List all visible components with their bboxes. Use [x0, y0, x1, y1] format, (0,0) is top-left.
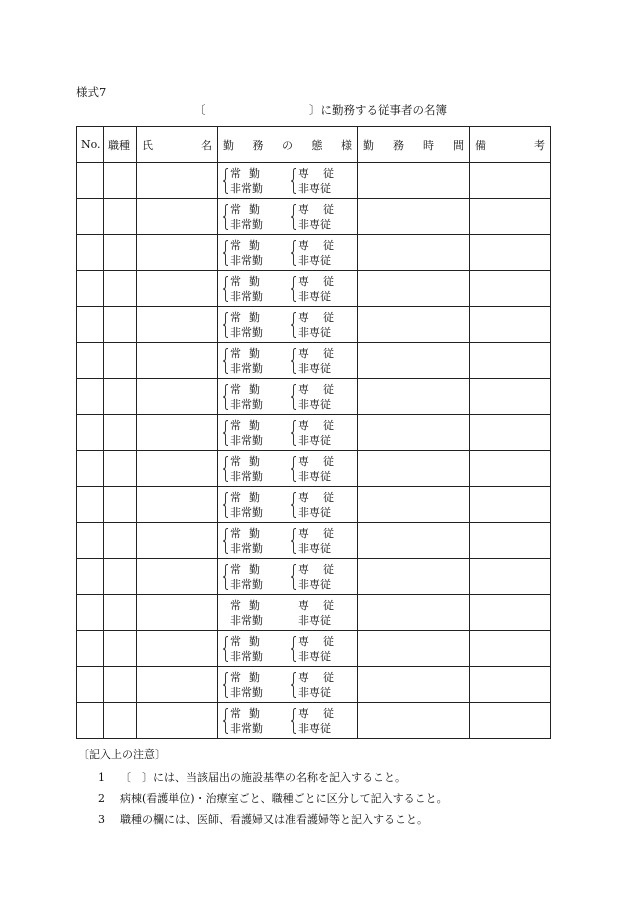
cell-name[interactable] — [137, 703, 218, 739]
header-job-type: 職種 — [104, 127, 137, 163]
option-nondedicated: 非専従 — [298, 470, 331, 483]
option-nondedicated: 非専従 — [298, 506, 331, 519]
option-nondedicated: 非専従 — [298, 218, 331, 231]
cell-work-hours[interactable] — [358, 163, 470, 199]
document-title: 〔 〕に勤務する従事者の名簿 — [194, 103, 447, 117]
cell-remarks[interactable] — [470, 523, 551, 559]
cell-no[interactable] — [77, 523, 104, 559]
cell-no[interactable] — [77, 199, 104, 235]
cell-job-type[interactable] — [104, 415, 137, 451]
table-row — [77, 271, 551, 307]
option-parttime: 非常勤 — [230, 254, 263, 267]
curly-brace-icon — [291, 528, 296, 554]
cell-no[interactable] — [77, 559, 104, 595]
cell-name[interactable] — [137, 235, 218, 271]
curly-brace-icon — [291, 384, 296, 410]
cell-work-style — [218, 199, 358, 235]
cell-no[interactable] — [77, 631, 104, 667]
curly-brace-icon — [223, 492, 228, 518]
cell-remarks[interactable] — [470, 667, 551, 703]
header-remarks: 備 考 — [470, 127, 551, 163]
option-fulltime: 常 勤 — [230, 671, 260, 684]
curly-brace-icon — [223, 636, 228, 662]
cell-work-style — [218, 703, 358, 739]
note-text: 〔 〕には、当該届出の施設基準の名称を記入すること。 — [120, 771, 406, 784]
cell-work-hours[interactable] — [358, 271, 470, 307]
option-parttime: 非常勤 — [230, 614, 263, 627]
option-parttime: 非常勤 — [230, 542, 263, 555]
curly-brace-icon — [223, 384, 228, 410]
option-parttime: 非常勤 — [230, 722, 263, 735]
option-dedicated: 専 従 — [298, 239, 334, 252]
curly-brace-icon — [223, 276, 228, 302]
option-fulltime: 常 勤 — [230, 311, 260, 324]
cell-work-hours[interactable] — [358, 307, 470, 343]
cell-work-hours[interactable] — [358, 451, 470, 487]
cell-job-type[interactable] — [104, 271, 137, 307]
staff-roster-table — [76, 126, 551, 739]
cell-work-style — [218, 487, 358, 523]
option-fulltime: 常 勤 — [230, 383, 260, 396]
curly-brace-icon — [291, 204, 296, 230]
cell-no[interactable] — [77, 415, 104, 451]
option-nondedicated: 非専従 — [298, 182, 331, 195]
option-fulltime: 常 勤 — [230, 167, 260, 180]
cell-remarks[interactable] — [470, 379, 551, 415]
option-dedicated: 専 従 — [298, 167, 334, 180]
option-parttime: 非常勤 — [230, 218, 263, 231]
option-fulltime: 常 勤 — [230, 419, 260, 432]
cell-work-style — [218, 523, 358, 559]
table-row — [77, 235, 551, 271]
cell-work-style — [218, 235, 358, 271]
cell-work-hours[interactable] — [358, 415, 470, 451]
cell-remarks[interactable] — [470, 559, 551, 595]
cell-remarks[interactable] — [470, 631, 551, 667]
option-parttime: 非常勤 — [230, 326, 263, 339]
cell-job-type[interactable] — [104, 199, 137, 235]
option-parttime: 非常勤 — [230, 182, 263, 195]
option-dedicated: 専 従 — [298, 203, 334, 216]
cell-job-type[interactable] — [104, 595, 137, 631]
curly-brace-icon — [291, 348, 296, 374]
cell-work-style — [218, 631, 358, 667]
cell-remarks[interactable] — [470, 595, 551, 631]
cell-work-style — [218, 271, 358, 307]
cell-work-hours[interactable] — [358, 199, 470, 235]
option-dedicated: 専 従 — [298, 563, 334, 576]
note-number: 2 — [98, 792, 105, 805]
option-parttime: 非常勤 — [230, 362, 263, 375]
cell-work-style — [218, 415, 358, 451]
note-text: 病棟(看護単位)・治療室ごと、職種ごとに区分して記入すること。 — [120, 792, 448, 805]
option-fulltime: 常 勤 — [230, 347, 260, 360]
cell-job-type[interactable] — [104, 523, 137, 559]
cell-job-type[interactable] — [104, 487, 137, 523]
cell-work-style — [218, 595, 358, 631]
cell-job-type[interactable] — [104, 559, 137, 595]
cell-work-style — [218, 451, 358, 487]
note-item — [78, 767, 448, 788]
cell-no[interactable] — [77, 271, 104, 307]
cell-work-hours[interactable] — [358, 703, 470, 739]
cell-name[interactable] — [137, 487, 218, 523]
curly-brace-icon — [291, 708, 296, 734]
option-nondedicated: 非専従 — [298, 290, 331, 303]
cell-job-type[interactable] — [104, 667, 137, 703]
cell-name[interactable] — [137, 595, 218, 631]
table-body — [77, 163, 551, 739]
table-row — [77, 415, 551, 451]
cell-no[interactable] — [77, 307, 104, 343]
table-row — [77, 487, 551, 523]
table-row — [77, 451, 551, 487]
curly-brace-icon — [223, 420, 228, 446]
note-item — [78, 788, 448, 809]
option-nondedicated: 非専従 — [298, 254, 331, 267]
option-fulltime: 常 勤 — [230, 599, 260, 612]
cell-job-type[interactable] — [104, 343, 137, 379]
header-work-hours: 勤 務 時 間 — [358, 127, 470, 163]
cell-name[interactable] — [137, 523, 218, 559]
option-fulltime: 常 勤 — [230, 239, 260, 252]
cell-no[interactable] — [77, 451, 104, 487]
option-parttime: 非常勤 — [230, 650, 263, 663]
cell-work-hours[interactable] — [358, 595, 470, 631]
option-nondedicated: 非専従 — [298, 578, 331, 591]
option-nondedicated: 非専従 — [298, 650, 331, 663]
option-dedicated: 専 従 — [298, 455, 334, 468]
option-parttime: 非常勤 — [230, 470, 263, 483]
option-fulltime: 常 勤 — [230, 455, 260, 468]
option-dedicated: 専 従 — [298, 383, 334, 396]
curly-brace-icon — [223, 528, 228, 554]
curly-brace-icon — [291, 492, 296, 518]
cell-work-hours[interactable] — [358, 667, 470, 703]
table-row — [77, 703, 551, 739]
option-dedicated: 専 従 — [298, 275, 334, 288]
cell-name[interactable] — [137, 271, 218, 307]
cell-name[interactable] — [137, 667, 218, 703]
cell-name[interactable] — [137, 451, 218, 487]
cell-no[interactable] — [77, 487, 104, 523]
option-parttime: 非常勤 — [230, 578, 263, 591]
cell-job-type[interactable] — [104, 163, 137, 199]
cell-remarks[interactable] — [470, 415, 551, 451]
cell-job-type[interactable] — [104, 631, 137, 667]
option-nondedicated: 非専従 — [298, 722, 331, 735]
cell-no[interactable] — [77, 703, 104, 739]
table-row — [77, 559, 551, 595]
option-nondedicated: 非専従 — [298, 614, 331, 627]
cell-no[interactable] — [77, 163, 104, 199]
option-parttime: 非常勤 — [230, 398, 263, 411]
cell-work-hours[interactable] — [358, 379, 470, 415]
cell-work-hours[interactable] — [358, 343, 470, 379]
curly-brace-icon — [223, 204, 228, 230]
notes-section — [78, 746, 448, 830]
curly-brace-icon — [223, 708, 228, 734]
form-number-label: 様式7 — [76, 85, 107, 99]
cell-work-hours[interactable] — [358, 631, 470, 667]
curly-brace-icon — [291, 240, 296, 266]
cell-no[interactable] — [77, 667, 104, 703]
option-dedicated: 専 従 — [298, 599, 334, 612]
note-number: 3 — [98, 813, 105, 826]
curly-brace-icon — [291, 456, 296, 482]
option-parttime: 非常勤 — [230, 686, 263, 699]
cell-work-hours[interactable] — [358, 523, 470, 559]
cell-job-type[interactable] — [104, 379, 137, 415]
curly-brace-icon — [223, 456, 228, 482]
header-work-style: 勤 務 の 態 様 — [218, 127, 358, 163]
option-fulltime: 常 勤 — [230, 563, 260, 576]
curly-brace-icon — [291, 564, 296, 590]
curly-brace-icon — [223, 240, 228, 266]
option-dedicated: 専 従 — [298, 527, 334, 540]
curly-brace-icon — [291, 420, 296, 446]
cell-no[interactable] — [77, 343, 104, 379]
header-name: 氏 名 — [137, 127, 218, 163]
header-no: No. — [77, 127, 104, 163]
cell-work-style — [218, 343, 358, 379]
cell-name[interactable] — [137, 631, 218, 667]
cell-job-type[interactable] — [104, 703, 137, 739]
cell-no[interactable] — [77, 595, 104, 631]
cell-remarks[interactable] — [470, 271, 551, 307]
cell-remarks[interactable] — [470, 235, 551, 271]
cell-remarks[interactable] — [470, 343, 551, 379]
curly-brace-icon — [223, 168, 228, 194]
curly-brace-icon — [223, 312, 228, 338]
table-row — [77, 307, 551, 343]
curly-brace-icon — [291, 276, 296, 302]
option-dedicated: 専 従 — [298, 347, 334, 360]
notes-heading: 〔記入上の注意〕 — [78, 748, 166, 761]
cell-remarks[interactable] — [470, 307, 551, 343]
option-nondedicated: 非専従 — [298, 686, 331, 699]
option-fulltime: 常 勤 — [230, 203, 260, 216]
option-nondedicated: 非専従 — [298, 542, 331, 555]
curly-brace-icon — [291, 672, 296, 698]
curly-brace-icon — [291, 312, 296, 338]
cell-job-type[interactable] — [104, 307, 137, 343]
note-number: 1 — [98, 771, 105, 784]
table-header-row — [77, 127, 551, 163]
table-row — [77, 379, 551, 415]
option-dedicated: 専 従 — [298, 635, 334, 648]
option-parttime: 非常勤 — [230, 434, 263, 447]
option-dedicated: 専 従 — [298, 491, 334, 504]
cell-work-hours[interactable] — [358, 559, 470, 595]
table-row — [77, 523, 551, 559]
cell-work-style — [218, 163, 358, 199]
curly-brace-icon — [291, 636, 296, 662]
option-nondedicated: 非専従 — [298, 362, 331, 375]
cell-work-style — [218, 667, 358, 703]
option-nondedicated: 非専従 — [298, 326, 331, 339]
note-item — [78, 809, 448, 830]
cell-name[interactable] — [137, 163, 218, 199]
cell-remarks[interactable] — [470, 163, 551, 199]
curly-brace-icon — [291, 168, 296, 194]
cell-remarks[interactable] — [470, 451, 551, 487]
option-nondedicated: 非専従 — [298, 398, 331, 411]
table-row — [77, 163, 551, 199]
option-fulltime: 常 勤 — [230, 527, 260, 540]
cell-work-style — [218, 307, 358, 343]
cell-work-style — [218, 559, 358, 595]
cell-name[interactable] — [137, 415, 218, 451]
note-text: 職種の欄には、医師、看護婦又は准看護婦等と記入すること。 — [120, 813, 428, 826]
option-dedicated: 専 従 — [298, 419, 334, 432]
table-row — [77, 595, 551, 631]
option-fulltime: 常 勤 — [230, 635, 260, 648]
option-dedicated: 専 従 — [298, 671, 334, 684]
cell-name[interactable] — [137, 379, 218, 415]
option-parttime: 非常勤 — [230, 506, 263, 519]
option-nondedicated: 非専従 — [298, 434, 331, 447]
cell-name[interactable] — [137, 559, 218, 595]
table-row — [77, 667, 551, 703]
cell-job-type[interactable] — [104, 451, 137, 487]
cell-name[interactable] — [137, 307, 218, 343]
cell-work-hours[interactable] — [358, 487, 470, 523]
cell-name[interactable] — [137, 199, 218, 235]
curly-brace-icon — [223, 564, 228, 590]
option-dedicated: 専 従 — [298, 311, 334, 324]
option-fulltime: 常 勤 — [230, 707, 260, 720]
table-row — [77, 631, 551, 667]
table-row — [77, 199, 551, 235]
cell-no[interactable] — [77, 235, 104, 271]
cell-name[interactable] — [137, 343, 218, 379]
cell-no[interactable] — [77, 379, 104, 415]
cell-remarks[interactable] — [470, 487, 551, 523]
option-fulltime: 常 勤 — [230, 275, 260, 288]
option-fulltime: 常 勤 — [230, 491, 260, 504]
curly-brace-icon — [223, 348, 228, 374]
curly-brace-icon — [223, 672, 228, 698]
cell-job-type[interactable] — [104, 235, 137, 271]
cell-remarks[interactable] — [470, 199, 551, 235]
cell-remarks[interactable] — [470, 703, 551, 739]
table-row — [77, 343, 551, 379]
cell-work-style — [218, 379, 358, 415]
option-parttime: 非常勤 — [230, 290, 263, 303]
cell-work-hours[interactable] — [358, 235, 470, 271]
option-dedicated: 専 従 — [298, 707, 334, 720]
